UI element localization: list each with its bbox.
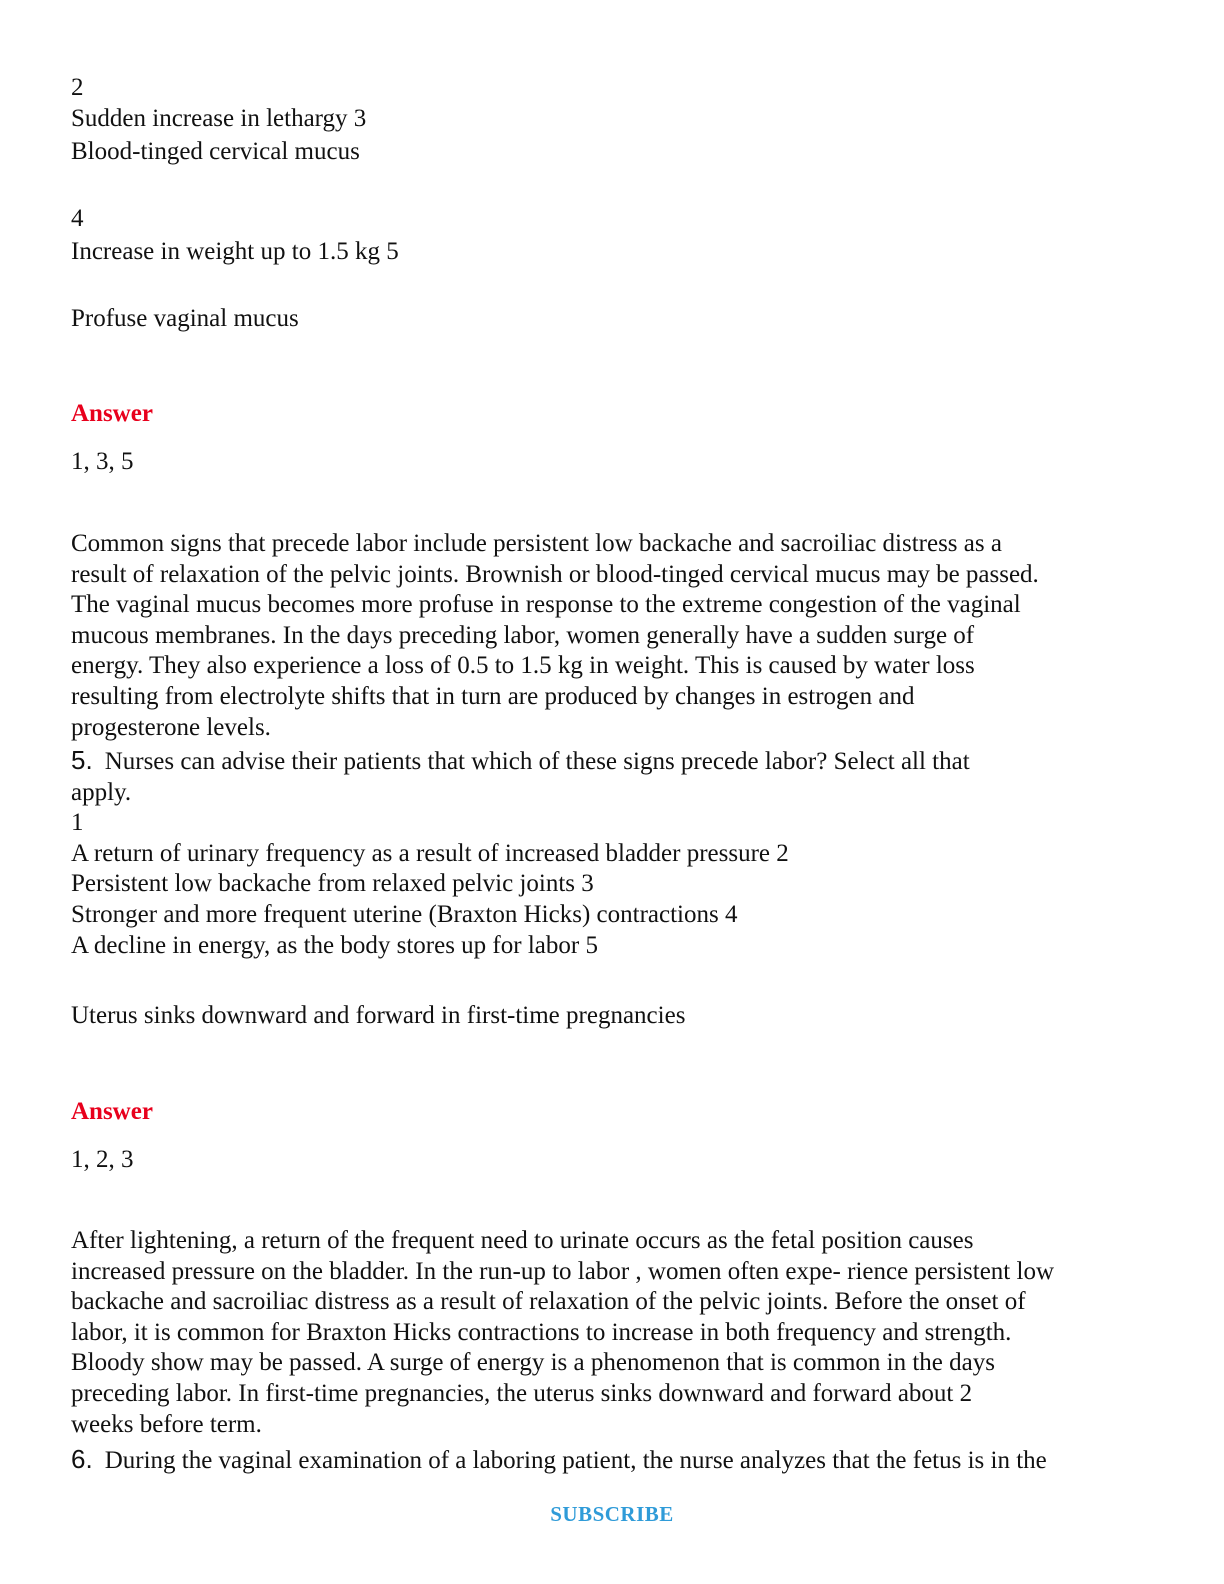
rationale-line: backache and sacroiliac distress as a result of relaxation of the pelvic joints. Before the onset of bbox=[71, 1288, 1026, 1316]
q5-rationale bbox=[71, 1226, 1171, 1440]
q4-option-line: 4 bbox=[71, 205, 84, 232]
q5-option-line: A return of urinary frequency as a result of increased bladder pressure 2 bbox=[71, 839, 789, 867]
rationale-line: progesterone levels. bbox=[71, 713, 271, 741]
q4-option-line: Sudden increase in lethargy 3 bbox=[71, 105, 367, 132]
rationale-line: preceding labor. In first-time pregnancies, the uterus sinks downward and forward about 2 bbox=[71, 1379, 973, 1407]
rationale-line: increased pressure on the bladder. In the run-up to labor , women often expe- rience persistent low bbox=[71, 1257, 1054, 1285]
question-number: 6. bbox=[71, 1444, 93, 1474]
q4-answer-value: 1, 3, 5 bbox=[71, 448, 134, 475]
rationale-line: labor, it is common for Braxton Hicks contractions to increase in both frequency and strength. bbox=[71, 1318, 1012, 1346]
q5-option-line: Stronger and more frequent uterine (Braxton Hicks) contractions 4 bbox=[71, 900, 738, 928]
rationale-line: Bloody show may be passed. A surge of energy is a phenomenon that is common in the days bbox=[71, 1349, 995, 1377]
q4-option-line: Profuse vaginal mucus bbox=[71, 305, 299, 332]
rationale-line: Common signs that precede labor include persistent low backache and sacroiliac distress as a bbox=[71, 530, 1002, 557]
rationale-line: energy. They also experience a loss of 0.5 to 1.5 kg in weight. This is caused by water loss bbox=[71, 652, 975, 680]
q5-answer-value: 1, 2, 3 bbox=[71, 1146, 134, 1173]
rationale-line: The vaginal mucus becomes more profuse in response to the extreme congestion of the vaginal bbox=[71, 591, 1021, 619]
rationale-line: resulting from electrolyte shifts that in turn are produced by changes in estrogen and bbox=[71, 682, 915, 710]
q6-question bbox=[71, 1444, 1171, 1477]
q4-rationale bbox=[71, 529, 1171, 743]
q4-option-line: Increase in weight up to 1.5 kg 5 bbox=[71, 238, 399, 265]
question-text: apply. bbox=[71, 778, 132, 806]
rationale-line: result of relaxation of the pelvic joints. Brownish or blood-tinged cervical mucus may be passed. bbox=[71, 560, 1039, 588]
subscribe-link[interactable]: SUBSCRIBE bbox=[550, 1502, 674, 1526]
question-number: 5. bbox=[71, 745, 93, 775]
q5-option-line: 1 bbox=[71, 809, 84, 837]
rationale-line: After lightening, a return of the frequent need to urinate occurs as the fetal position causes bbox=[71, 1227, 974, 1254]
question-text: During the vaginal examination of a laboring patient, the nurse analyzes that the fetus is in the bbox=[104, 1447, 1047, 1474]
rationale-line: mucous membranes. In the days preceding labor, women generally have a sudden surge of bbox=[71, 621, 975, 649]
q5-option-line: A decline in energy, as the body stores up for labor 5 bbox=[71, 931, 598, 959]
q4-option-line: 2 bbox=[71, 74, 84, 101]
q5-option-line: Uterus sinks downward and forward in first-time pregnancies bbox=[71, 1002, 686, 1029]
q4-answer-label: Answer bbox=[71, 400, 153, 427]
question-text: Nurses can advise their patients that which of these signs precede labor? Select all that bbox=[104, 748, 970, 775]
q4-option-line: Blood-tinged cervical mucus bbox=[71, 138, 360, 165]
q5-option-line: Persistent low backache from relaxed pelvic joints 3 bbox=[71, 870, 594, 898]
q5-answer-label: Answer bbox=[71, 1098, 153, 1125]
rationale-line: weeks before term. bbox=[71, 1410, 262, 1438]
q5-question bbox=[71, 745, 1171, 961]
